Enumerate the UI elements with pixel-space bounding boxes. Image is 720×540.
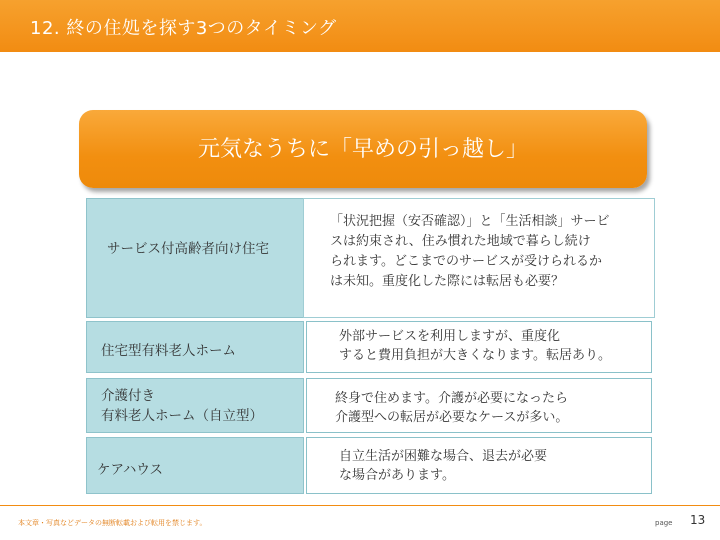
row-description-cell	[303, 198, 655, 318]
row-label: 住宅型有料老人ホーム	[101, 343, 236, 359]
row-label: ケアハウス	[97, 462, 164, 478]
row-description: 自立生活が困難な場合、退去が必要 な場合があります。	[339, 449, 548, 483]
row-description: 外部サービスを利用しますが、重度化 すると費用負担が大きくなります。転居あり。	[339, 329, 611, 363]
row-label-cell	[86, 321, 304, 373]
title-bar	[0, 0, 720, 52]
banner	[79, 110, 647, 188]
row-description-cell	[306, 321, 652, 373]
row-description: 終身で住めます。介護が必要になったら 介護型への転居が必要なケースが多い。	[335, 391, 569, 425]
copyright-note: 本文章・写真などデータの無断転載および転用を禁じます。	[18, 519, 207, 527]
row-label-cell	[86, 437, 304, 494]
page-label: page	[655, 519, 673, 527]
footer-divider	[0, 505, 720, 506]
banner-text: 元気なうちに「早めの引っ越し」	[197, 137, 528, 162]
row-label: サービス付高齢者向け住宅	[107, 241, 269, 257]
row-label: 介護付き 有料老人ホーム（自立型）	[101, 388, 263, 424]
row-label-cell	[86, 198, 304, 318]
row-description-cell	[306, 437, 652, 494]
page-title: 12. 終の住処を探す3つのタイミング	[30, 18, 337, 39]
row-label-cell	[86, 378, 304, 433]
row-description: 「状況把握（安否確認）」と「生活相談」サービ スは約束され、住み慣れた地域で暮らし続け られます。どこまでのサービスが受けられるか は未知。重度化した際には転居も必要？	[330, 214, 610, 289]
page-number: 13	[690, 513, 706, 527]
row-description-cell	[306, 378, 652, 433]
